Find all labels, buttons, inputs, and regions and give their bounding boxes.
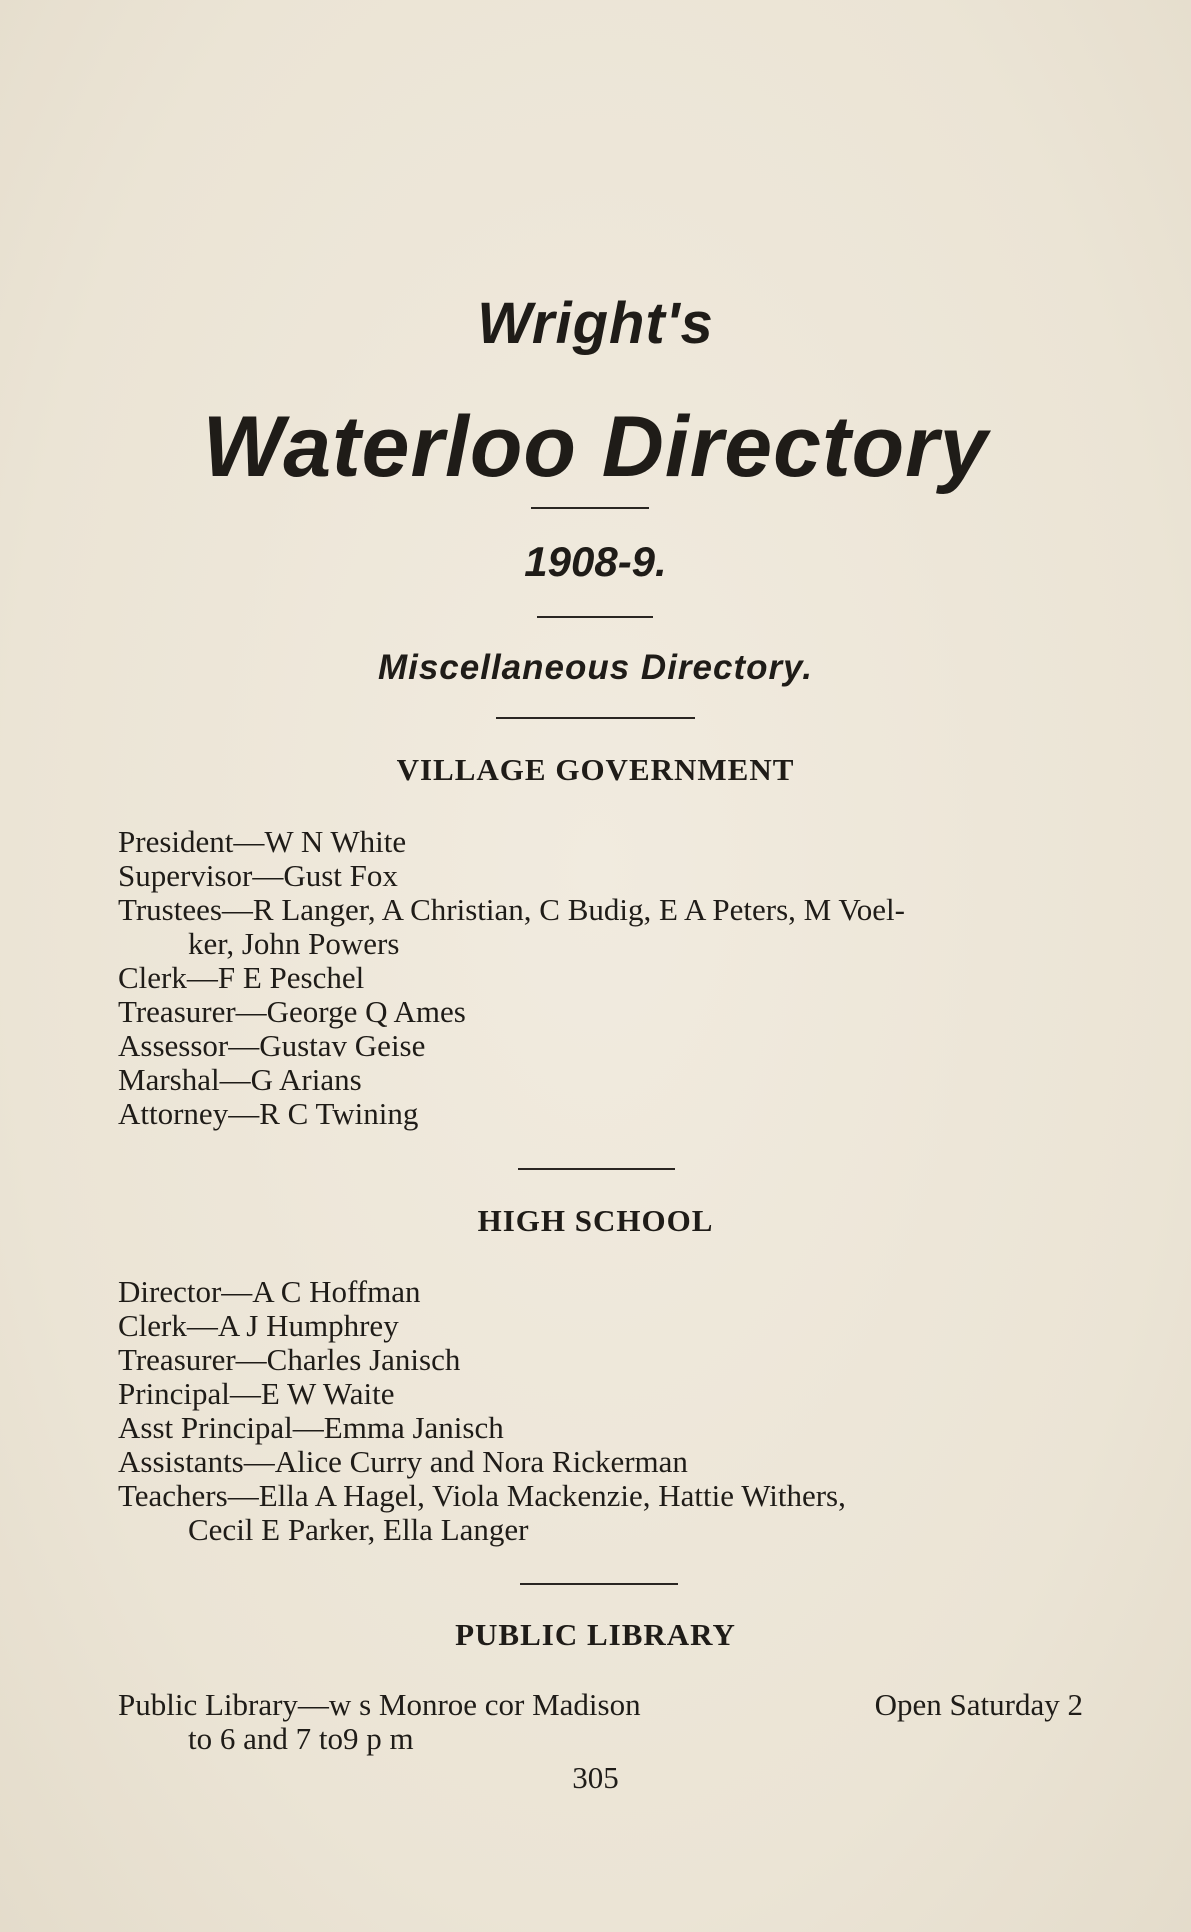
list-item-continuation: to 6 and 7 to9 p m xyxy=(188,1721,414,1756)
list-item: Clerk—A J Humphrey xyxy=(118,1308,399,1343)
title-waterloo-directory: Waterloo Directory xyxy=(202,399,989,495)
library-hours-start: Open Saturday 2 xyxy=(874,1687,1083,1722)
high-school-heading: HIGH SCHOOL xyxy=(477,1203,714,1238)
divider xyxy=(496,717,695,719)
year-heading: 1908-9. xyxy=(524,538,667,585)
list-item: Principal—E W Waite xyxy=(118,1376,395,1411)
list-item: Supervisor—Gust Fox xyxy=(118,858,398,893)
divider xyxy=(537,616,653,618)
list-item: Treasurer—Charles Janisch xyxy=(118,1342,461,1377)
list-item-continuation: Cecil E Parker, Ella Langer xyxy=(188,1512,529,1547)
public-library-entry xyxy=(118,1688,1083,1756)
list-item: Assistants—Alice Curry and Nora Rickerman xyxy=(118,1444,688,1479)
page-number: 305 xyxy=(572,1760,619,1795)
list-item: Marshal—G Arians xyxy=(118,1062,362,1097)
public-library-heading: PUBLIC LIBRARY xyxy=(455,1617,736,1652)
village-government-list xyxy=(118,825,1083,1131)
list-item: Director—A C Hoffman xyxy=(118,1274,421,1309)
divider xyxy=(518,1168,675,1170)
high-school-list xyxy=(118,1275,1083,1547)
village-government-heading: VILLAGE GOVERNMENT xyxy=(396,752,795,787)
library-address: Public Library—w s Monroe cor Madison xyxy=(118,1687,641,1722)
section-title: Miscellaneous Directory. xyxy=(377,648,814,687)
list-item-continuation: ker, John Powers xyxy=(188,926,400,961)
divider xyxy=(520,1583,678,1585)
list-item: Teachers—Ella A Hagel, Viola Mackenzie, Hattie Withers, xyxy=(118,1478,846,1513)
list-item: Treasurer—George Q Ames xyxy=(118,994,466,1029)
list-item: President—W N White xyxy=(118,824,407,859)
list-item xyxy=(118,1688,1083,1722)
list-item: Assessor—Gustav Geise xyxy=(118,1028,426,1063)
divider xyxy=(531,507,649,509)
title-wrights: Wright's xyxy=(477,291,714,356)
list-item: Attorney—R C Twining xyxy=(118,1096,419,1131)
list-item: Trustees—R Langer, A Christian, C Budig, E A Peters, M Voel- xyxy=(118,892,905,927)
list-item: Clerk—F E Peschel xyxy=(118,960,365,995)
list-item: Asst Principal—Emma Janisch xyxy=(118,1410,504,1445)
